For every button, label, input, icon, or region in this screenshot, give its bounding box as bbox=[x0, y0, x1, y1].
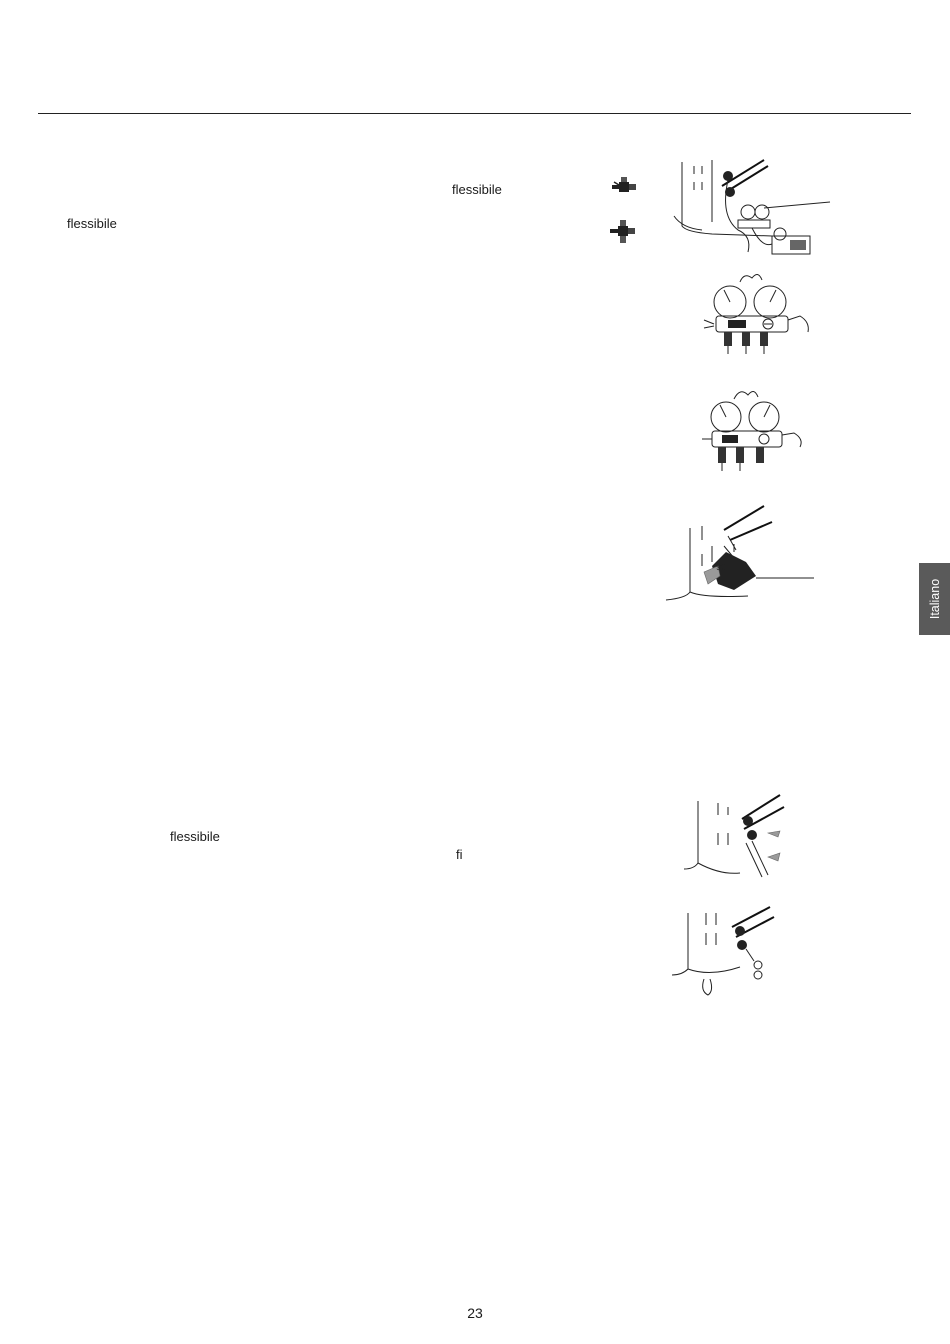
word-flessibile-top-left: flessibile bbox=[67, 216, 117, 231]
hose-removal-figure bbox=[680, 793, 802, 883]
language-tab-label: Italiano bbox=[928, 578, 942, 620]
header-rule bbox=[38, 113, 911, 114]
page-number: 23 bbox=[467, 1305, 483, 1321]
word-flessibile-top-right: flessibile bbox=[452, 182, 502, 197]
valve-open-icon bbox=[608, 219, 638, 245]
manifold-gauge-figure-1 bbox=[700, 270, 820, 356]
language-side-tab[interactable] bbox=[919, 563, 950, 635]
manifold-gauge-figure-2 bbox=[700, 385, 818, 473]
angle-90-label: 90 bbox=[716, 562, 727, 572]
word-fi: fi bbox=[456, 847, 463, 862]
valve-caps-figure bbox=[670, 905, 782, 999]
valve-closed-icon bbox=[610, 176, 638, 198]
valve-90-degree-figure bbox=[664, 506, 816, 610]
vacuum-pump-connection-figure bbox=[672, 156, 834, 260]
word-flessibile-lower: flessibile bbox=[170, 829, 220, 844]
